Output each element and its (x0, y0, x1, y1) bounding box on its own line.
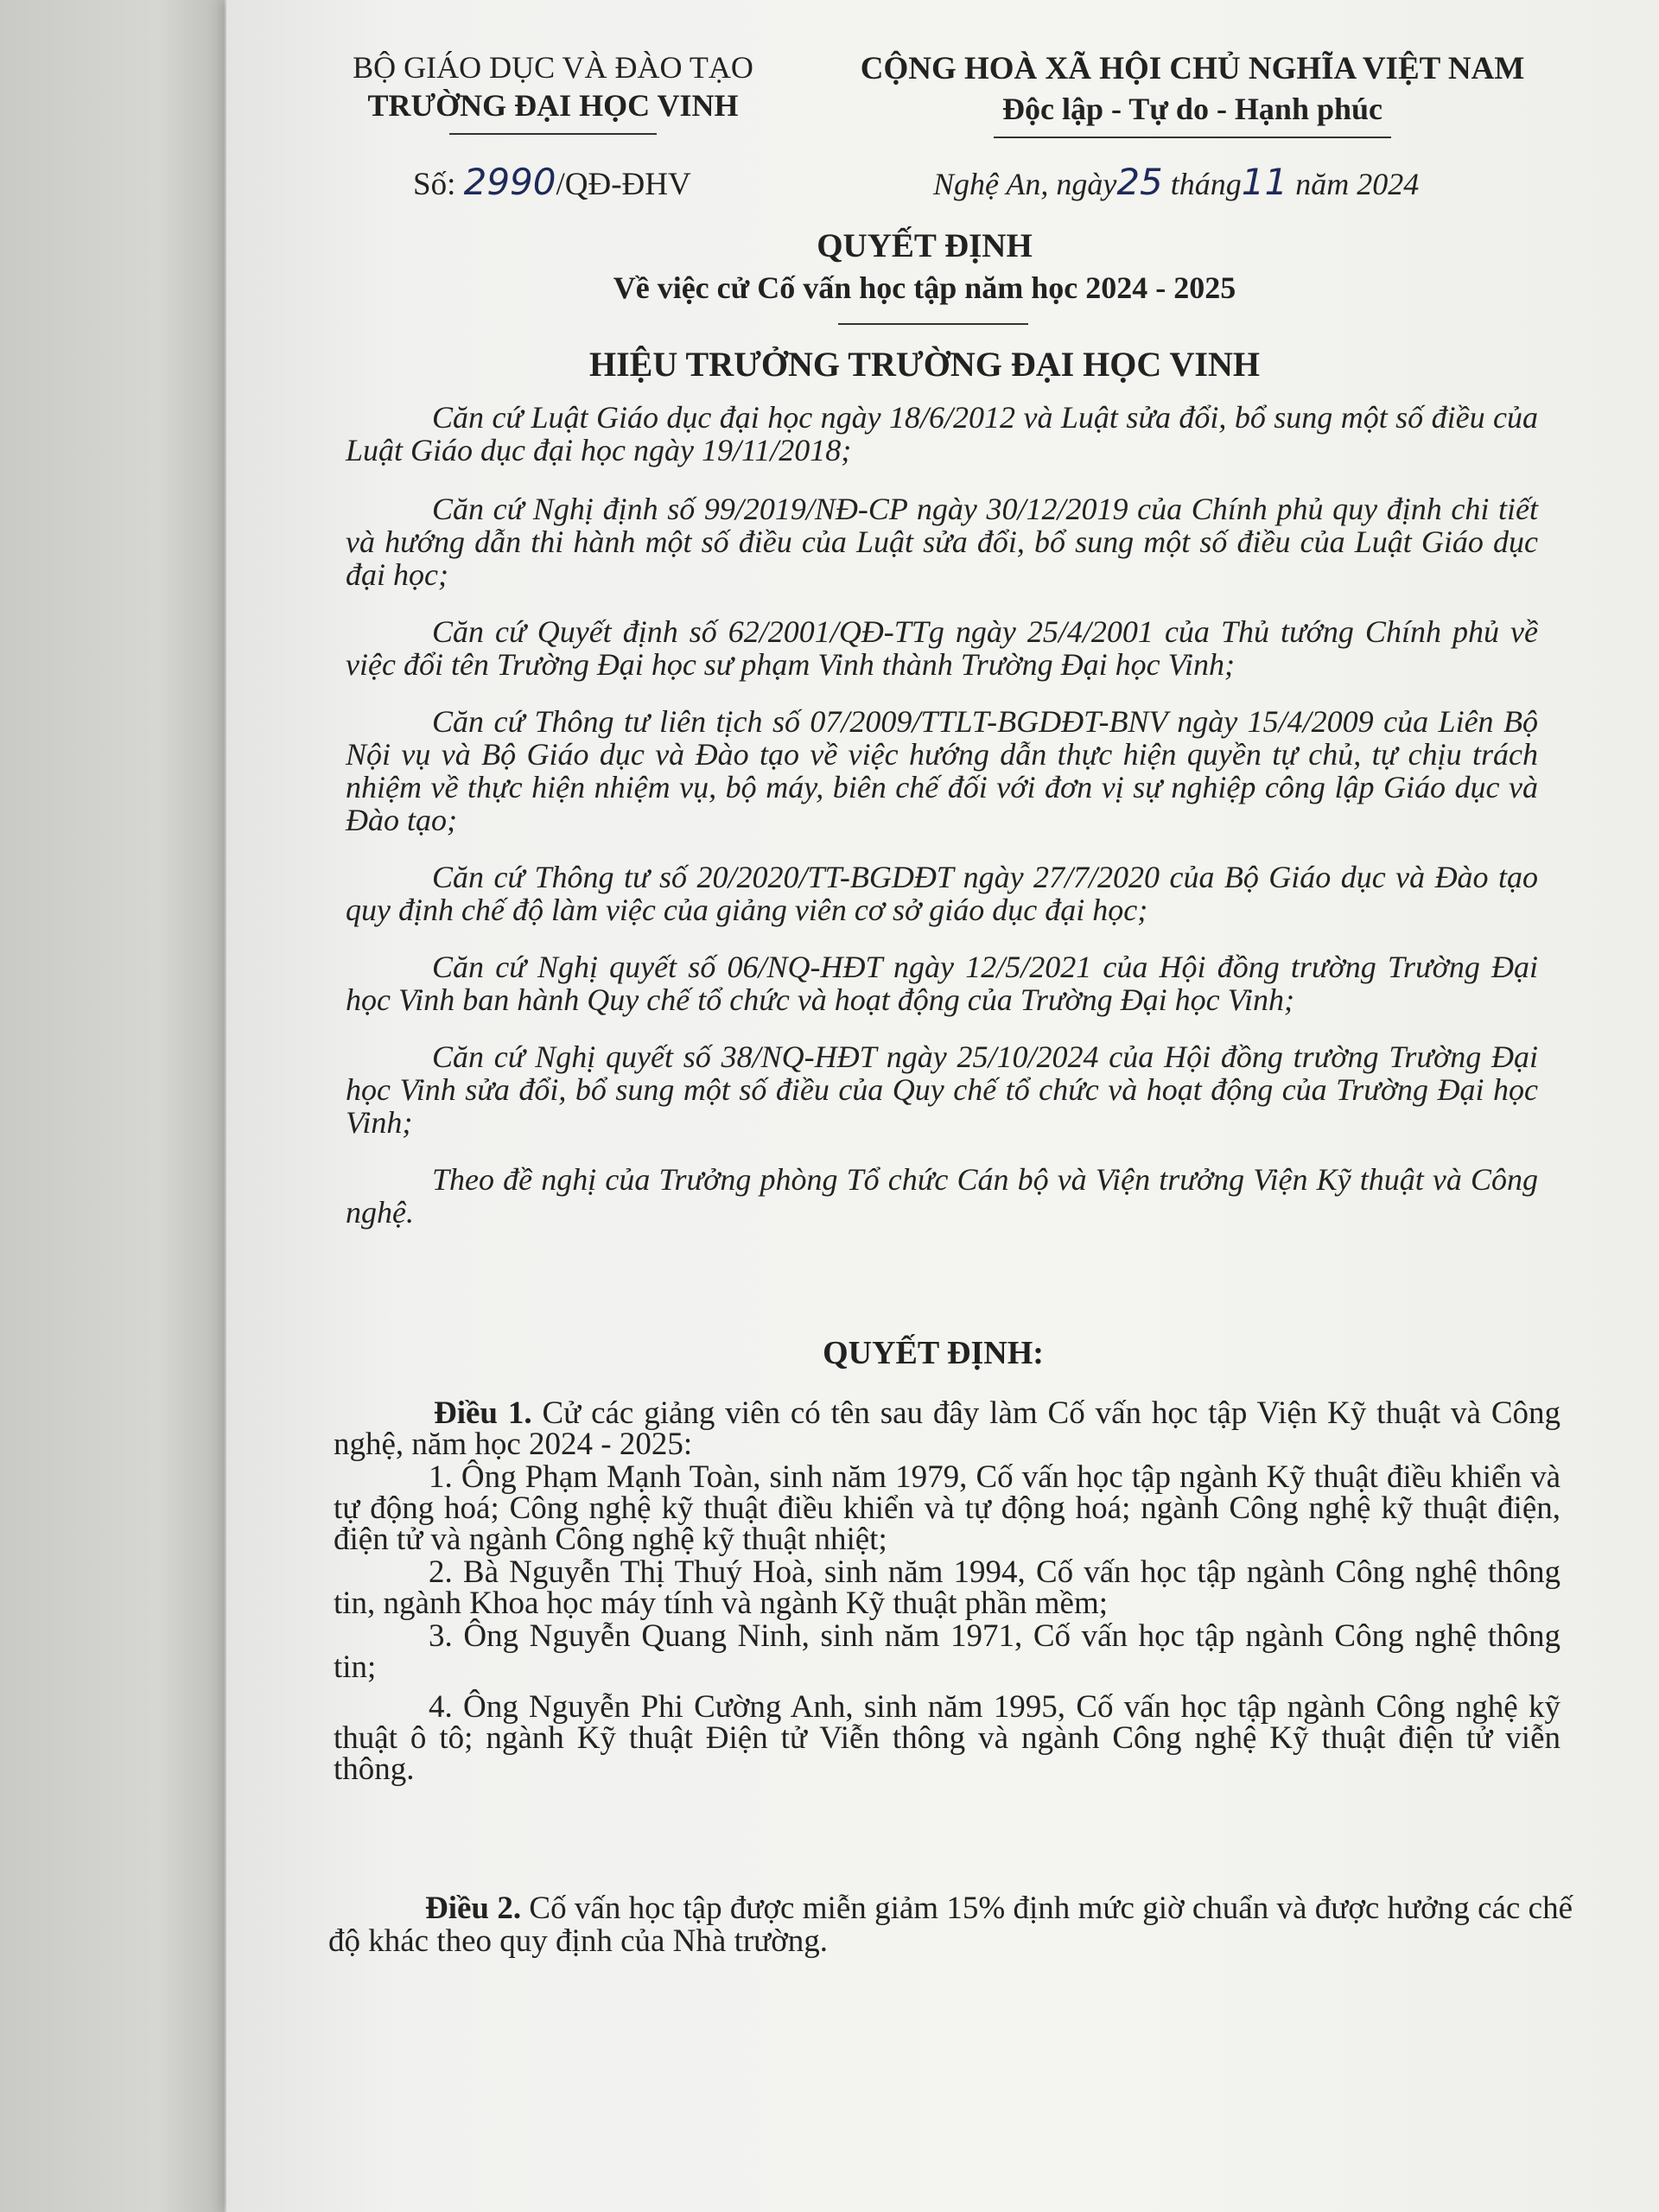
document-title: QUYẾT ĐỊNH (817, 227, 1033, 264)
legal-basis-item: Căn cứ Thông tư liên tịch số 07/2009/TTLT-BGDĐT-BNV ngày 15/4/2009 của Liên Bộ Nội vụ và Bộ Giáo dục và Đào tạo về việc hướng dẫn thực hiện quyền tự chủ, tự chịu trách nhiệm về thực hiện nhiệm vụ, bộ máy, biên chế đối với đơn vị sự nghiệp công lập Giáo dục và Đào tạo; (346, 704, 1538, 837)
article-1-text: Cử các giảng viên có tên sau đây làm Cố vấn học tập Viện Kỹ thuật và Công nghệ, năm học 2024 - 2025: (334, 1395, 1560, 1462)
legal-basis-item: Căn cứ Thông tư số 20/2020/TT-BGDĐT ngày 27/7/2020 của Bộ Giáo dục và Đào tạo quy định chế độ làm việc của giảng viên cơ sở giáo dục đại học; (346, 860, 1538, 927)
university-name: TRƯỜNG ĐẠI HỌC VINH (367, 88, 739, 123)
decision-heading: QUYẾT ĐỊNH: (823, 1335, 1044, 1371)
article-1-intro (334, 1395, 1560, 1462)
legal-basis-item: Theo đề nghị của Trưởng phòng Tổ chức Cán bộ và Viện trưởng Viện Kỹ thuật và Công nghệ. (346, 1162, 1538, 1230)
article-2-text: Cố vấn học tập được miễn giảm 15% định mức giờ chuẩn và được hưởng các chế độ khác theo quy định của Nhà trường. (328, 1891, 1573, 1959)
document-number (413, 161, 691, 203)
legal-basis-item: Căn cứ Luật Giáo dục đại học ngày 18/6/2012 và Luật sửa đổi, bổ sung một số điều của Luật Giáo dục đại học ngày 19/11/2018; (346, 400, 1538, 467)
advisor-item: 3. Ông Nguyễn Quang Ninh, sinh năm 1971, Cố vấn học tập ngành Công nghệ thông tin; (334, 1618, 1560, 1685)
legal-bases (346, 401, 1538, 1229)
article-1-label: Điều 1. (434, 1395, 532, 1431)
document-subject: Về việc cử Cố vấn học tập năm học 2024 - 2025 (613, 270, 1236, 305)
legal-basis-item: Căn cứ Nghị quyết số 06/NQ-HĐT ngày 12/5/2021 của Hội đồng trường Trường Đại học Vinh ban hành Quy chế tổ chức và hoạt động của Trường Đại học Vinh; (346, 950, 1538, 1017)
ministry-name: BỘ GIÁO DỤC VÀ ĐÀO TẠO (353, 50, 753, 85)
article-2-label: Điều 2. (425, 1891, 522, 1926)
advisor-item: 2. Bà Nguyễn Thị Thuý Hoà, sinh năm 1994, Cố vấn học tập ngành Công nghệ thông tin, ngành Khoa học máy tính và ngành Kỹ thuật phần mềm; (334, 1554, 1560, 1621)
republic-name: CỘNG HOÀ XÃ HỘI CHỦ NGHĨA VIỆT NAM (860, 51, 1525, 86)
article-1 (334, 1395, 1560, 1787)
legal-basis-item: Căn cứ Quyết định số 62/2001/QĐ-TTg ngày 25/4/2001 của Thủ tướng Chính phủ về việc đổi tên Trường Đại học sư phạm Vinh thành Trường Đại học Vinh; (346, 614, 1538, 682)
advisor-item: 4. Ông Nguyễn Phi Cường Anh, sinh năm 1995, Cố vấn học tập ngành Công nghệ kỹ thuật ô tô; ngành Kỹ thuật Điện tử Viễn thông và ngành Công nghệ Kỹ thuật điện tử viễn thông. (334, 1689, 1560, 1787)
document-number-handwritten: 2990 (463, 161, 556, 203)
subject-underline (838, 323, 1028, 325)
motto-underline (994, 137, 1391, 138)
document-number-prefix: Số: (413, 167, 456, 202)
date-day-handwritten: 25 (1116, 161, 1163, 203)
document-number-suffix: /QĐ-ĐHV (556, 167, 691, 202)
date-month-word: tháng (1170, 167, 1242, 201)
legal-basis-item: Căn cứ Nghị định số 99/2019/NĐ-CP ngày 30/12/2019 của Chính phủ quy định chi tiết và hướng dẫn thi hành một số điều của Luật sửa đổi, bổ sung một số điều của Luật Giáo dục đại học; (346, 492, 1538, 592)
article-2 (328, 1892, 1573, 1958)
date-place: Nghệ An, ngày (933, 167, 1117, 201)
legal-basis-item: Căn cứ Nghị quyết số 38/NQ-HĐT ngày 25/10/2024 của Hội đồng trường Trường Đại học Vinh sửa đổi, bổ sung một số điều của Quy chế tổ chức và hoạt động của Trường Đại học Vinh; (346, 1039, 1538, 1140)
national-motto: Độc lập - Tự do - Hạnh phúc (1001, 92, 1383, 126)
document-date (933, 161, 1419, 203)
university-underline (449, 133, 657, 135)
article-2-paragraph (328, 1892, 1573, 1958)
advisor-item: 1. Ông Phạm Mạnh Toàn, sinh năm 1979, Cố vấn học tập ngành Kỹ thuật điều khiển và tự động hoá; Công nghệ kỹ thuật điều khiển và tự động hoá; ngành Công nghệ kỹ thuật điện, điện tử và ngành Công nghệ kỹ thuật nhiệt; (334, 1459, 1560, 1557)
date-month-handwritten: 11 (1241, 161, 1288, 203)
issuing-authority: HIỆU TRƯỞNG TRƯỜNG ĐẠI HỌC VINH (588, 345, 1260, 384)
date-year: năm 2024 (1295, 167, 1420, 201)
